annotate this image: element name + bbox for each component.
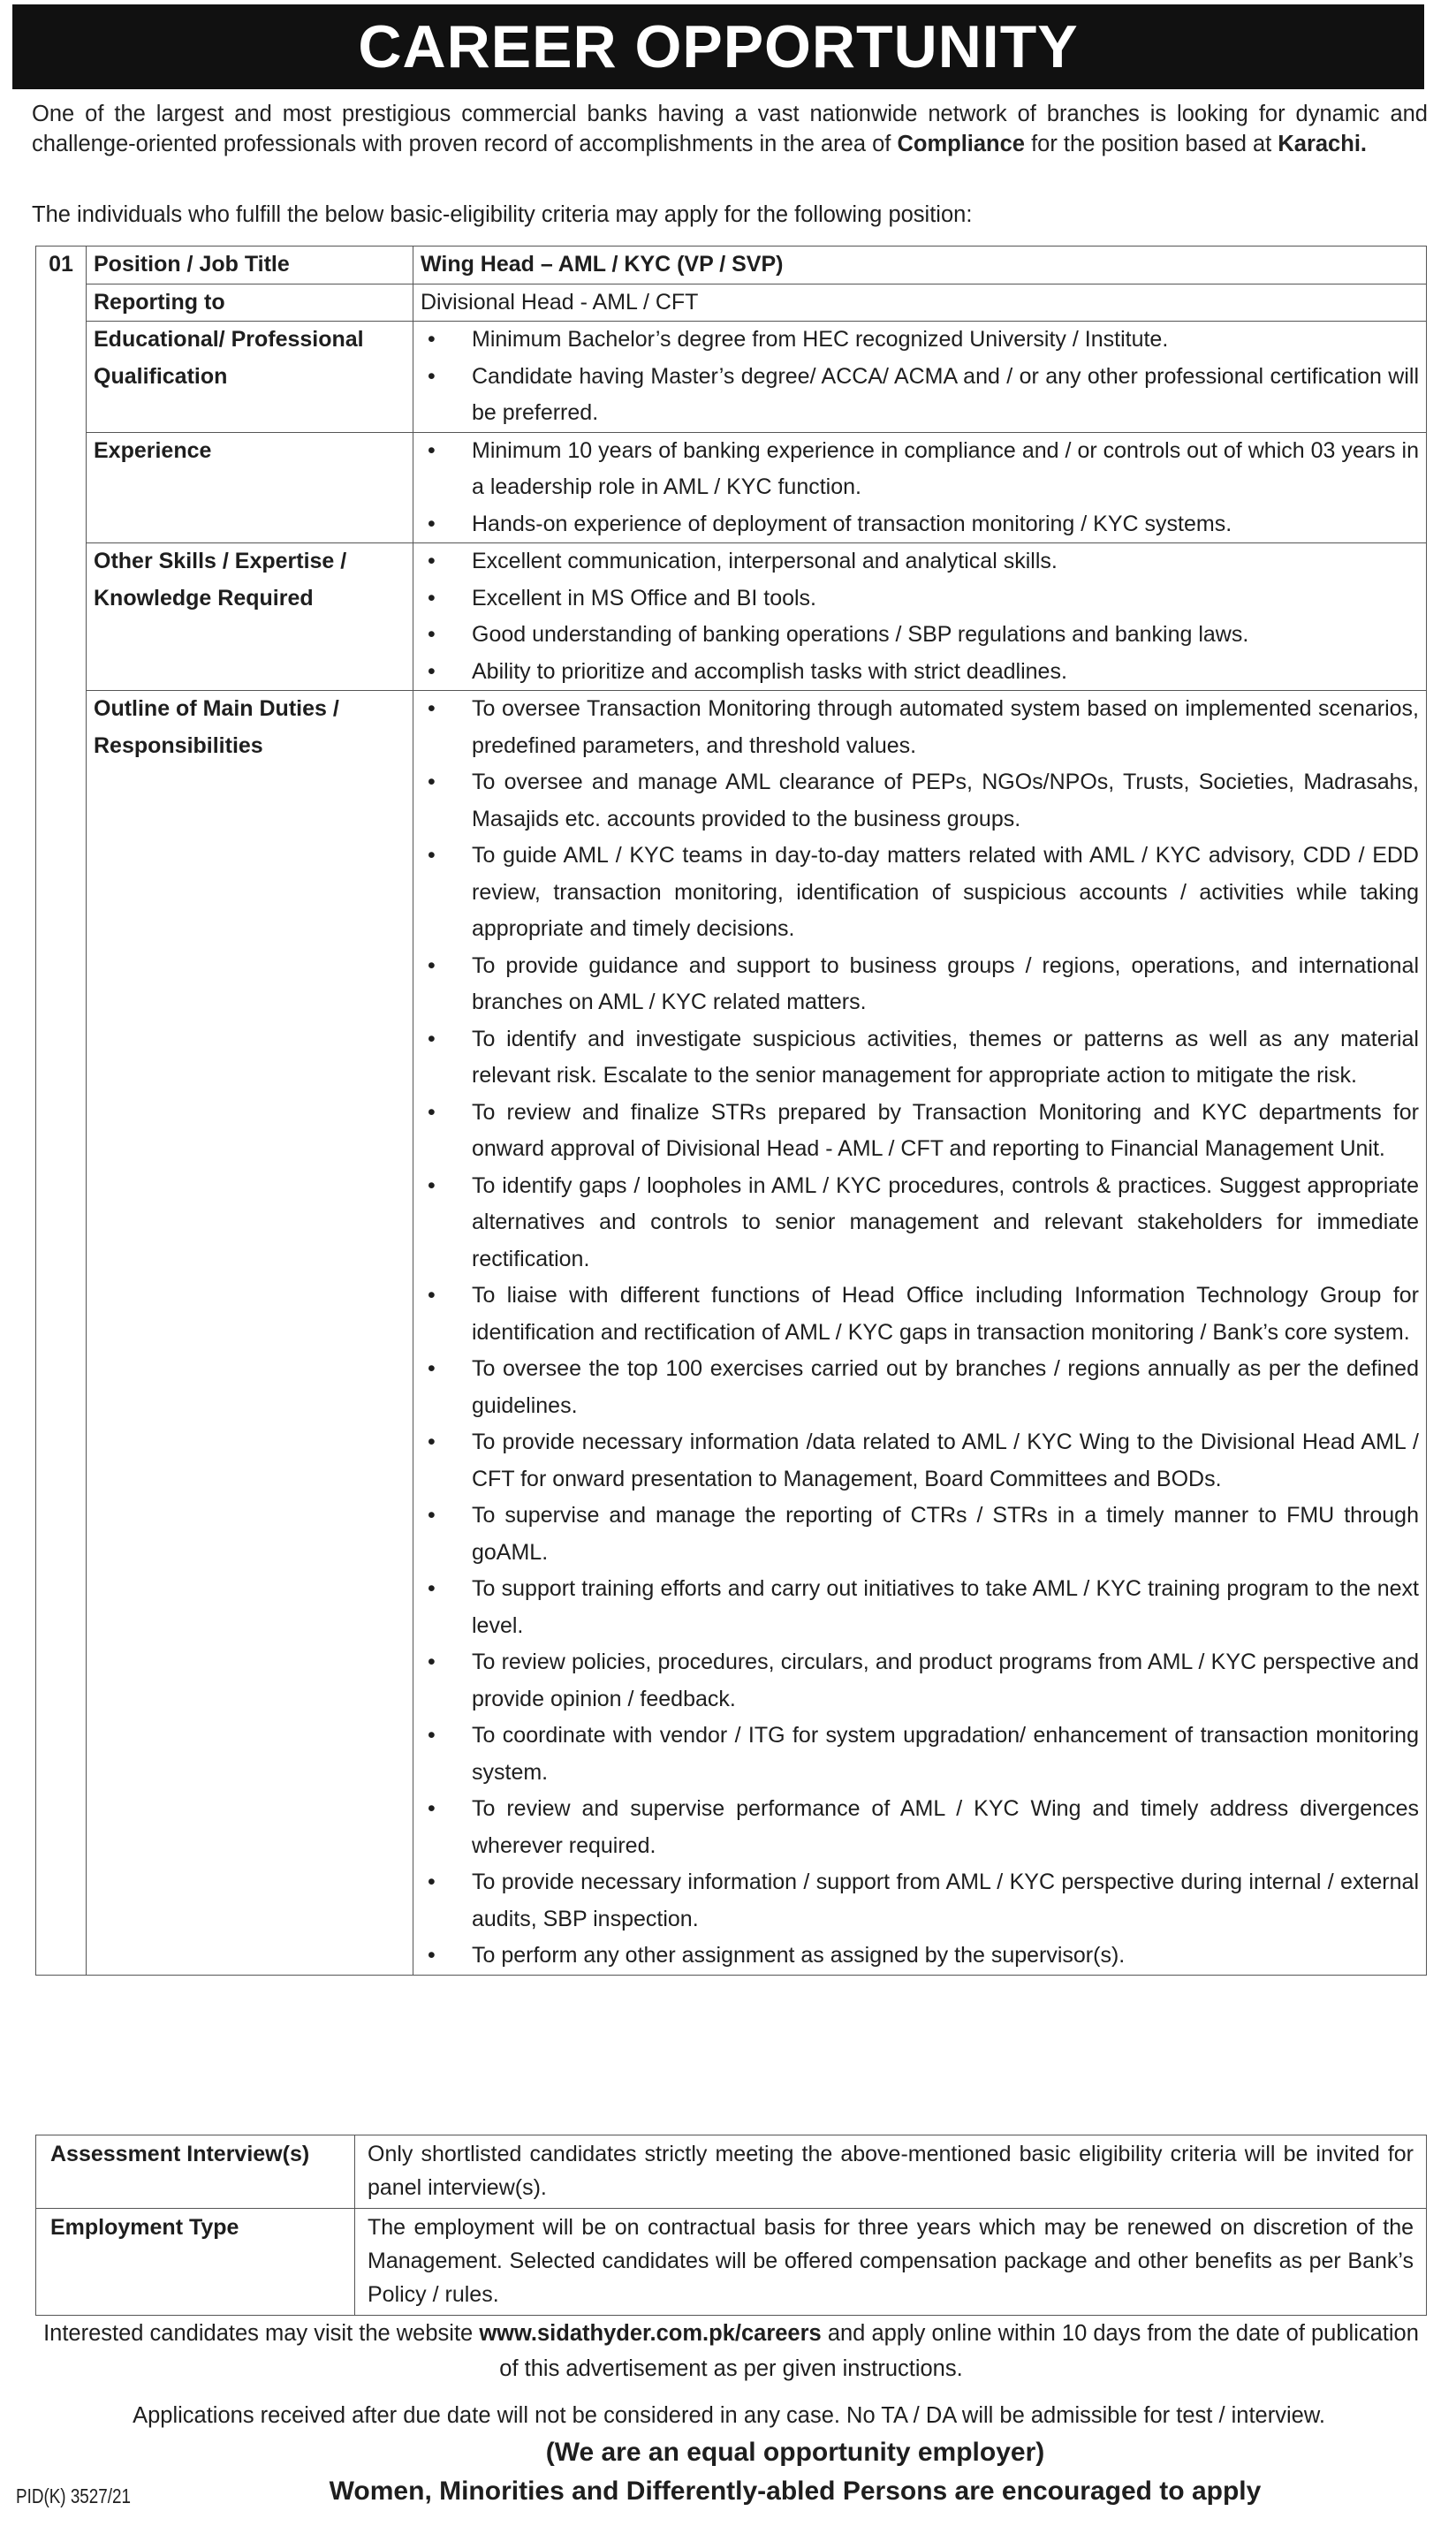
experience-list — [421, 433, 1419, 543]
education-list-cell — [413, 322, 1427, 433]
row-label: Reporting to — [87, 284, 413, 322]
encouragement-statement: Women, Minorities and Differently-abled Persons are encouraged to apply — [329, 2477, 1262, 2506]
list-item: • To support training efforts and carry out initiatives to take AML / KYC training program to the next level. — [421, 1571, 1419, 1644]
list-item: • To perform any other assignment as assigned by the supervisor(s). — [421, 1938, 1419, 1975]
duties-list — [421, 691, 1419, 1975]
reporting-value: Divisional Head - AML / CFT — [413, 284, 1427, 322]
list-item: • To liaise with different functions of Head Office including Information Technology Group for identification and rectification of AML / KYC gaps in transaction monitoring / Bank’s core system. — [421, 1278, 1419, 1351]
intro-text-middle: for the position based at — [1025, 132, 1278, 156]
list-item: • To oversee the top 100 exercises carried out by branches / regions annually as per the defined guidelines. — [421, 1351, 1419, 1424]
row-label: Educational/ Professional Qualification — [87, 322, 413, 433]
list-item: • Excellent in MS Office and BI tools. — [421, 580, 1419, 618]
intro-paragraph — [32, 99, 1428, 159]
list-item: • To guide AML / KYC teams in day-to-day matters related with AML / KYC advisory, CDD / EDD review, transaction monitoring, identification of suspicious accounts / activities while taking appropriate and timely decisions. — [421, 838, 1419, 948]
list-item: • To identify gaps / loopholes in AML / KYC procedures, controls & practices. Suggest appropriate alternatives and controls to senior management and relevant stakeholders for immediate rectification. — [421, 1168, 1419, 1278]
list-item: • Minimum 10 years of banking experience in compliance and / or controls out of which 03 years in a leadership role in AML / KYC function. — [421, 433, 1419, 506]
row-label: Other Skills / Expertise / Knowledge Required — [87, 543, 413, 691]
list-item: • To provide necessary information /data related to AML / KYC Wing to the Divisional Head AML / CFT for onward presentation to Management, Board Committees and BODs. — [421, 1424, 1419, 1498]
table-row — [36, 543, 1427, 691]
row-label: Assessment Interview(s) — [36, 2135, 355, 2209]
list-item: • Hands-on experience of deployment of transaction monitoring / KYC systems. — [421, 506, 1419, 543]
list-item: • To oversee Transaction Monitoring through automated system based on implemented scenarios, predefined parameters, and threshold values. — [421, 691, 1419, 764]
table-row — [36, 2135, 1427, 2209]
education-list — [421, 322, 1419, 432]
list-item: • To review and supervise performance of AML / KYC Wing and timely address divergences wherever required. — [421, 1791, 1419, 1864]
table-row — [36, 322, 1427, 433]
skills-list — [421, 543, 1419, 690]
intro-area: Compliance — [897, 132, 1025, 156]
eligibility-statement: The individuals who fulfill the below basic-eligibility criteria may apply for the following position: — [32, 202, 973, 227]
late-application-notice: Applications received after due date will not be considered in any case. No TA / DA will be admissible for test / interview. — [133, 2403, 1325, 2428]
publication-id: PID(K) 3527/21 — [16, 2484, 131, 2507]
list-item: • To supervise and manage the reporting of CTRs / STRs in a timely manner to FMU through goAML. — [421, 1498, 1419, 1571]
table-row — [36, 284, 1427, 322]
careers-link[interactable]: www.sidathyder.com.pk/careers — [479, 2321, 822, 2346]
apply-text-after: and apply online within 10 days from the date of publication of this advertisement as per given instructions. — [499, 2321, 1419, 2381]
job-title-value: Wing Head – AML / KYC (VP / SVP) — [413, 247, 1427, 284]
table-row — [36, 2209, 1427, 2316]
row-label: Experience — [87, 432, 413, 543]
list-item: • To coordinate with vendor / ITG for system upgradation/ enhancement of transaction monitoring system. — [421, 1718, 1419, 1791]
skills-list-cell — [413, 543, 1427, 691]
list-item: • To provide necessary information / support from AML / KYC perspective during internal / external audits, SBP inspection. — [421, 1864, 1419, 1938]
list-item: • Excellent communication, interpersonal and analytical skills. — [421, 543, 1419, 580]
table-row — [36, 247, 1427, 284]
list-item: • Good understanding of banking operations / SBP regulations and banking laws. — [421, 617, 1419, 654]
position-table — [35, 246, 1427, 1976]
list-item: • To identify and investigate suspicious activities, themes or patterns as well as any material relevant risk. Escalate to the senior management for appropriate action to mitigate the risk. — [421, 1021, 1419, 1095]
intro-city: Karachi. — [1278, 132, 1367, 156]
page-title: CAREER OPPORTUNITY — [12, 4, 1424, 89]
experience-list-cell — [413, 432, 1427, 543]
apply-text: Interested candidates may visit the website — [43, 2321, 480, 2346]
list-item: • Ability to prioritize and accomplish tasks with strict deadlines. — [421, 654, 1419, 691]
list-item: • Candidate having Master’s degree/ ACCA/ ACMA and / or any other professional certification will be preferred. — [421, 359, 1419, 432]
row-label: Employment Type — [36, 2209, 355, 2316]
intro-text: One of the largest and most prestigious commercial banks having a vast nationwide network of branches is looking for dynamic and challenge-oriented professionals with proven record of accomplishments in the area of — [32, 102, 1428, 156]
position-number: 01 — [36, 247, 87, 1976]
list-item: • To review and finalize STRs prepared by Transaction Monitoring and KYC departments for onward approval of Divisional Head - AML / CFT and reporting to Financial Management Unit. — [421, 1095, 1419, 1168]
table-row — [36, 432, 1427, 543]
list-item: • Minimum Bachelor’s degree from HEC recognized University / Institute. — [421, 322, 1419, 359]
terms-table — [35, 2135, 1427, 2316]
duties-list-cell — [413, 691, 1427, 1976]
assessment-value: Only shortlisted candidates strictly meeting the above-mentioned basic eligibility criteria will be invited for panel interview(s). — [355, 2135, 1427, 2209]
list-item: • To review policies, procedures, circulars, and product programs from AML / KYC perspective and provide opinion / feedback. — [421, 1644, 1419, 1718]
row-label: Position / Job Title — [87, 247, 413, 284]
apply-instructions — [35, 2316, 1427, 2386]
equal-opportunity-statement: (We are an equal opportunity employer) — [545, 2438, 1045, 2467]
employment-value: The employment will be on contractual basis for three years which may be renewed on discretion of the Management. Selected candidates will be offered compensation package and other benefits as per Bank’s Policy / rules. — [355, 2209, 1427, 2316]
list-item: • To provide guidance and support to business groups / regions, operations, and international branches on AML / KYC related matters. — [421, 948, 1419, 1021]
table-row — [36, 691, 1427, 1976]
row-label: Outline of Main Duties / Responsibilities — [87, 691, 413, 1976]
list-item: • To oversee and manage AML clearance of PEPs, NGOs/NPOs, Trusts, Societies, Madrasahs, Masajids etc. accounts provided to the business groups. — [421, 764, 1419, 838]
